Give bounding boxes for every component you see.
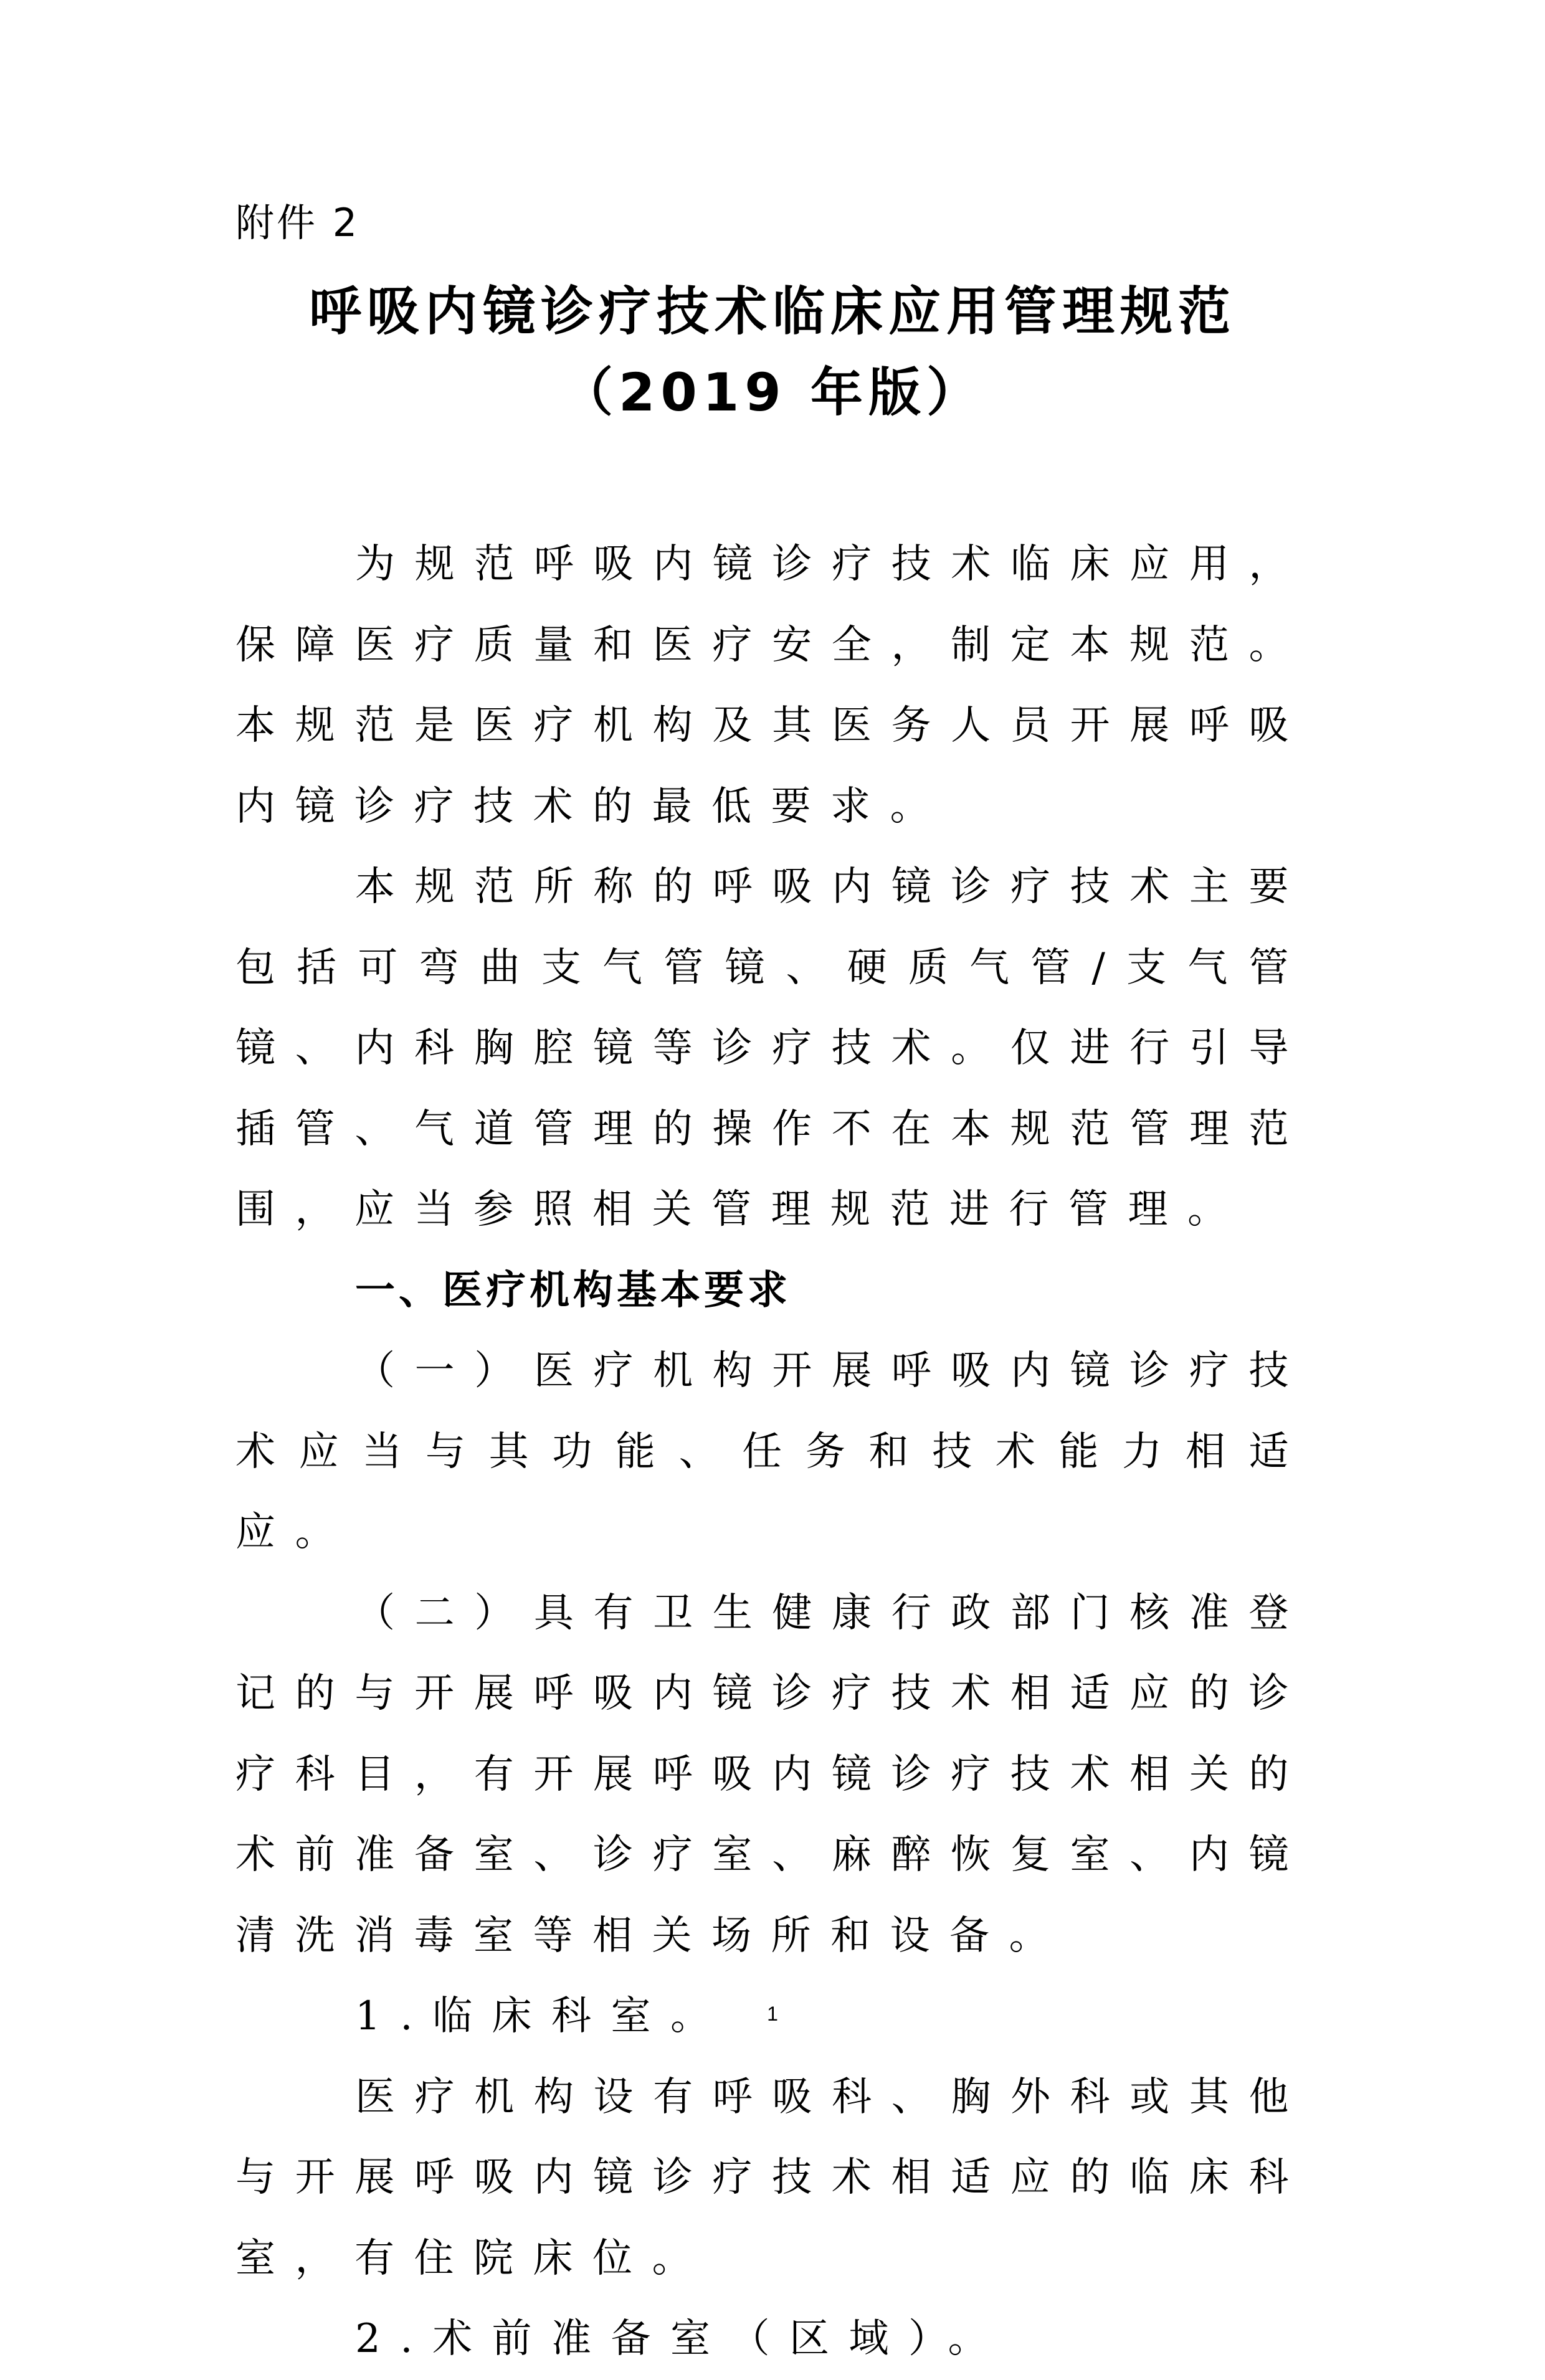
paragraph-intro: 为规范呼吸内镜诊疗技术临床应用，保障医疗质量和医疗安全，制定本规范。本规范是医疗机构及其医务人员开展呼吸内镜诊疗技术的最低要求。 [235,541,1308,830]
page-number: 1 [767,2003,778,2025]
paragraph-item-2: （二）具有卫生健康行政部门核准登记的与开展呼吸内镜诊疗技术相适应的诊疗科目，有开展呼吸内镜诊疗技术相关的术前准备室、诊疗室、麻醉恢复室、内镜清洗消毒室等相关场所和设备。 [235,1590,1308,1959]
document-body [235,524,1308,2380]
section-heading-1: 一、医疗机构基本要求 [355,1267,791,1314]
paragraph-item-1: （一）医疗机构开展呼吸内镜诊疗技术应当与其功能、任务和技术能力相适应。 [235,1348,1308,1555]
subheading-clinical-dept: 1.临床科室。 [355,1993,730,2039]
subheading-preop-room: 2.术前准备室（区域）。 [355,2316,1008,2362]
attachment-label: 附件 2 [235,200,360,245]
document-title: 呼吸内镜诊疗技术临床应用管理规范 [308,281,1236,342]
paragraph-clinical-dept: 医疗机构设有呼吸科、胸外科或其他与开展呼吸内镜诊疗技术相适应的临床科室，有住院床位。 [235,2074,1308,2282]
document-subtitle: （2019 年版） [560,362,985,423]
paragraph-scope: 本规范所称的呼吸内镜诊疗技术主要包括可弯曲支气管镜、硬质气管/支气管镜、内科胸腔镜等诊疗技术。仅进行引导插管、气道管理的操作不在本规范管理范围，应当参照相关管理规范进行管理。 [235,864,1308,1233]
